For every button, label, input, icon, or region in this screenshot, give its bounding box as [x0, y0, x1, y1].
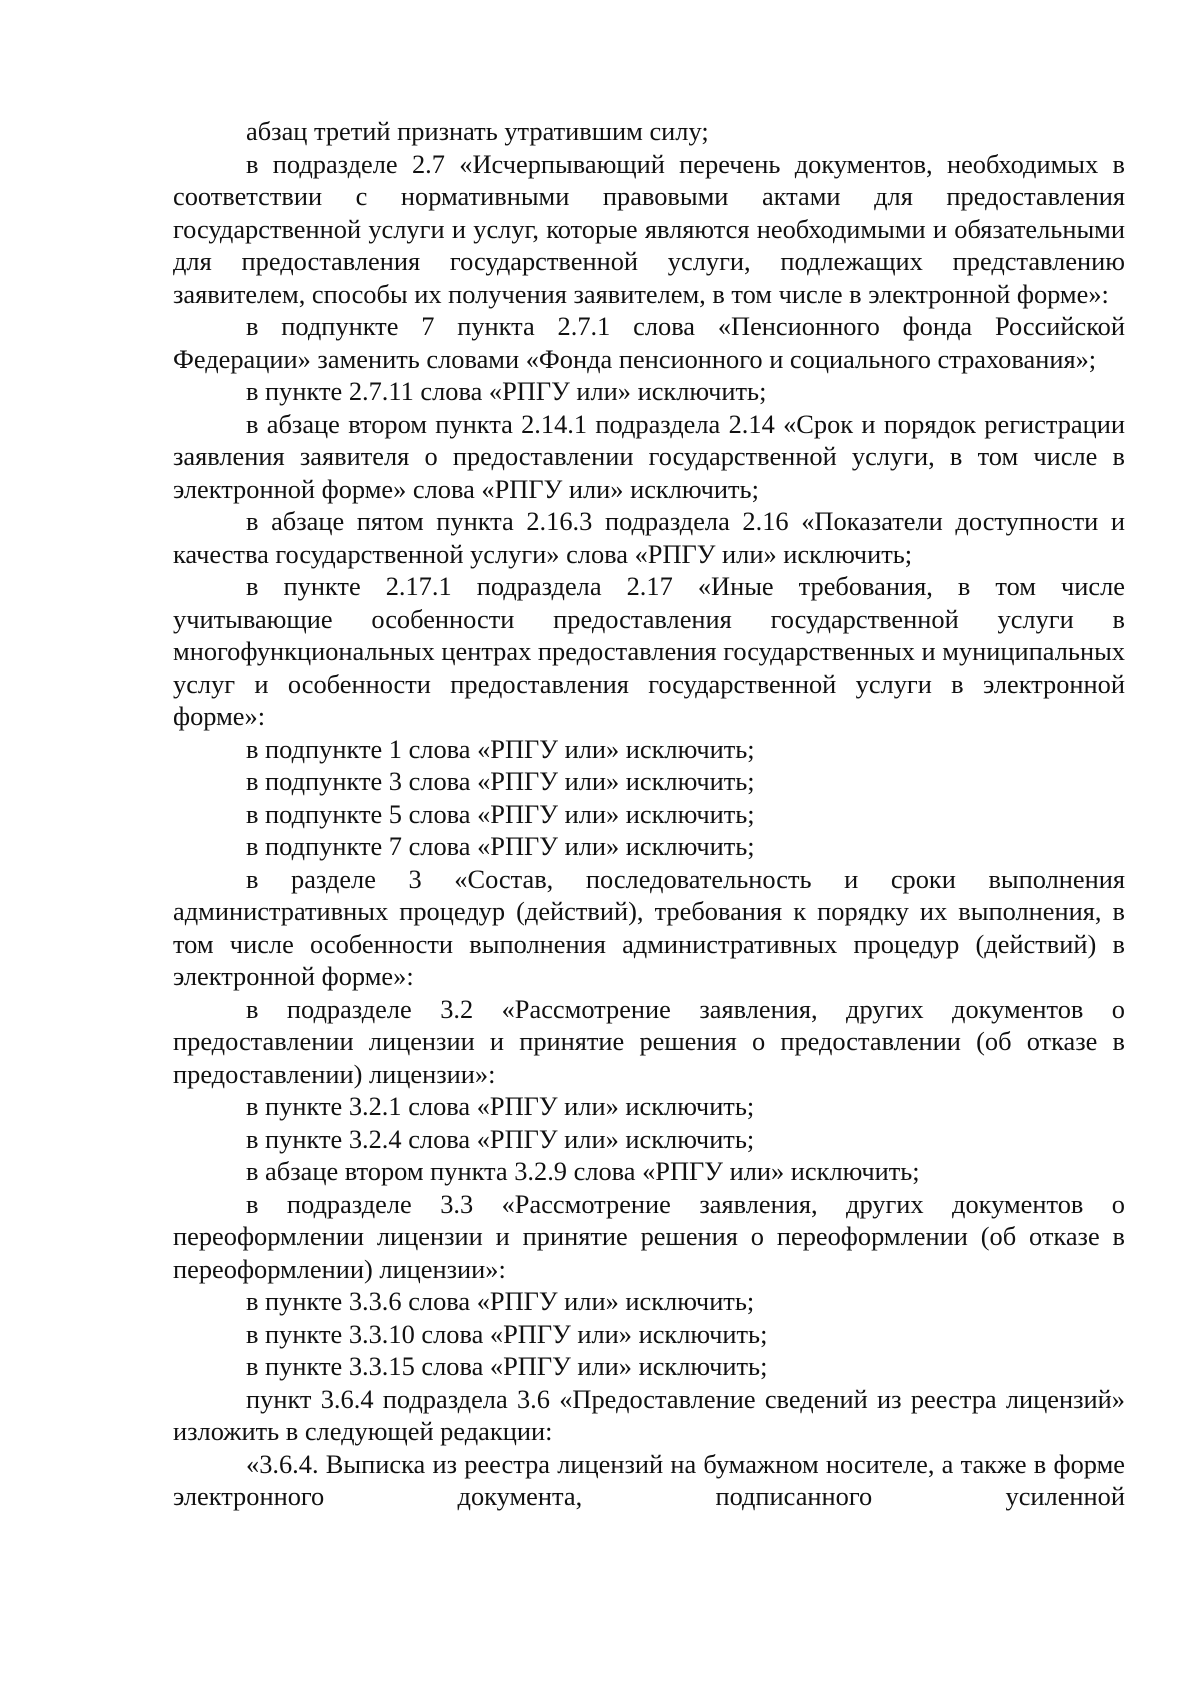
document-body: [173, 115, 1125, 1513]
paragraph: в пункте 2.7.11 слова «РПГУ или» исключить;: [246, 376, 767, 406]
paragraph: в пункте 2.17.1 подраздела 2.17 «Иные требования, в том числе учитывающие особенности предоставления государственной услуги в многофункциональных центрах предоставления государственных и муниципальных услуг и особенности предоставления государственной услуги в электронной форме»:: [173, 571, 1125, 731]
paragraph: в пункте 3.3.10 слова «РПГУ или» исключить;: [246, 1318, 768, 1349]
paragraph: в подразделе 2.7 «Исчерпывающий перечень документов, необходимых в соответствии с нормативными правовыми актами для предоставления государственной услуги и услуг, которые являются необходимыми и обязательными для предоставления государственной услуги, подлежащих представлению заявителем, способы их получения заявителем, в том числе в электронной форме»:: [173, 148, 1125, 309]
paragraph: в подпункте 5 слова «РПГУ или» исключить;: [246, 798, 755, 829]
paragraph: в подпункте 7 пункта 2.7.1 слова «Пенсионного фонда Российской Федерации» заменить словами «Фонда пенсионного и социального страхования»;: [173, 311, 1125, 374]
paragraph: в подпункте 1 слова «РПГУ или» исключить;: [246, 733, 755, 764]
paragraph: в абзаце пятом пункта 2.16.3 подраздела 2.16 «Показатели доступности и качества государственной услуги» слова «РПГУ или» исключить;: [173, 506, 1125, 569]
paragraph: в подпункте 7 слова «РПГУ или» исключить;: [246, 831, 755, 861]
paragraph: в подразделе 3.3 «Рассмотрение заявления, других документов о переоформлении лицензии и принятие решения о переоформлении (об отказе в переоформлении) лицензии»:: [173, 1188, 1125, 1284]
paragraph: абзац третий признать утратившим силу;: [246, 116, 709, 146]
paragraph: пункт 3.6.4 подраздела 3.6 «Предоставление сведений из реестра лицензий» изложить в следующей редакции:: [173, 1383, 1125, 1446]
paragraph: в абзаце втором пункта 3.2.9 слова «РПГУ или» исключить;: [246, 1156, 920, 1186]
paragraph: в абзаце втором пункта 2.14.1 подраздела 2.14 «Срок и порядок регистрации заявления заявителя о предоставлении государственной услуги, в том числе в электронной форме» слова «РПГУ или» исключить;: [173, 408, 1125, 504]
paragraph: в подпункте 3 слова «РПГУ или» исключить;: [246, 766, 755, 796]
paragraph: в подразделе 3.2 «Рассмотрение заявления, других документов о предоставлении лицензии и принятие решения о предоставлении (об отказе в предоставлении) лицензии»:: [173, 993, 1125, 1089]
paragraph: в пункте 3.3.6 слова «РПГУ или» исключить;: [246, 1286, 755, 1316]
paragraph: в пункте 3.3.15 слова «РПГУ или» исключить;: [246, 1351, 768, 1381]
paragraph: в пункте 3.2.1 слова «РПГУ или» исключить;: [246, 1091, 755, 1121]
paragraph: в пункте 3.2.4 слова «РПГУ или» исключить;: [246, 1123, 755, 1154]
paragraph-continued: «3.6.4. Выписка из реестра лицензий на бумажном носителе, а также в форме электронного документа, подписанного усиленной: [173, 1448, 1125, 1511]
paragraph: в разделе 3 «Состав, последовательность и сроки выполнения административных процедур (действий), требования к порядку их выполнения, в том числе особенности выполнения административных процедур (действий) в электронной форме»:: [173, 863, 1125, 991]
